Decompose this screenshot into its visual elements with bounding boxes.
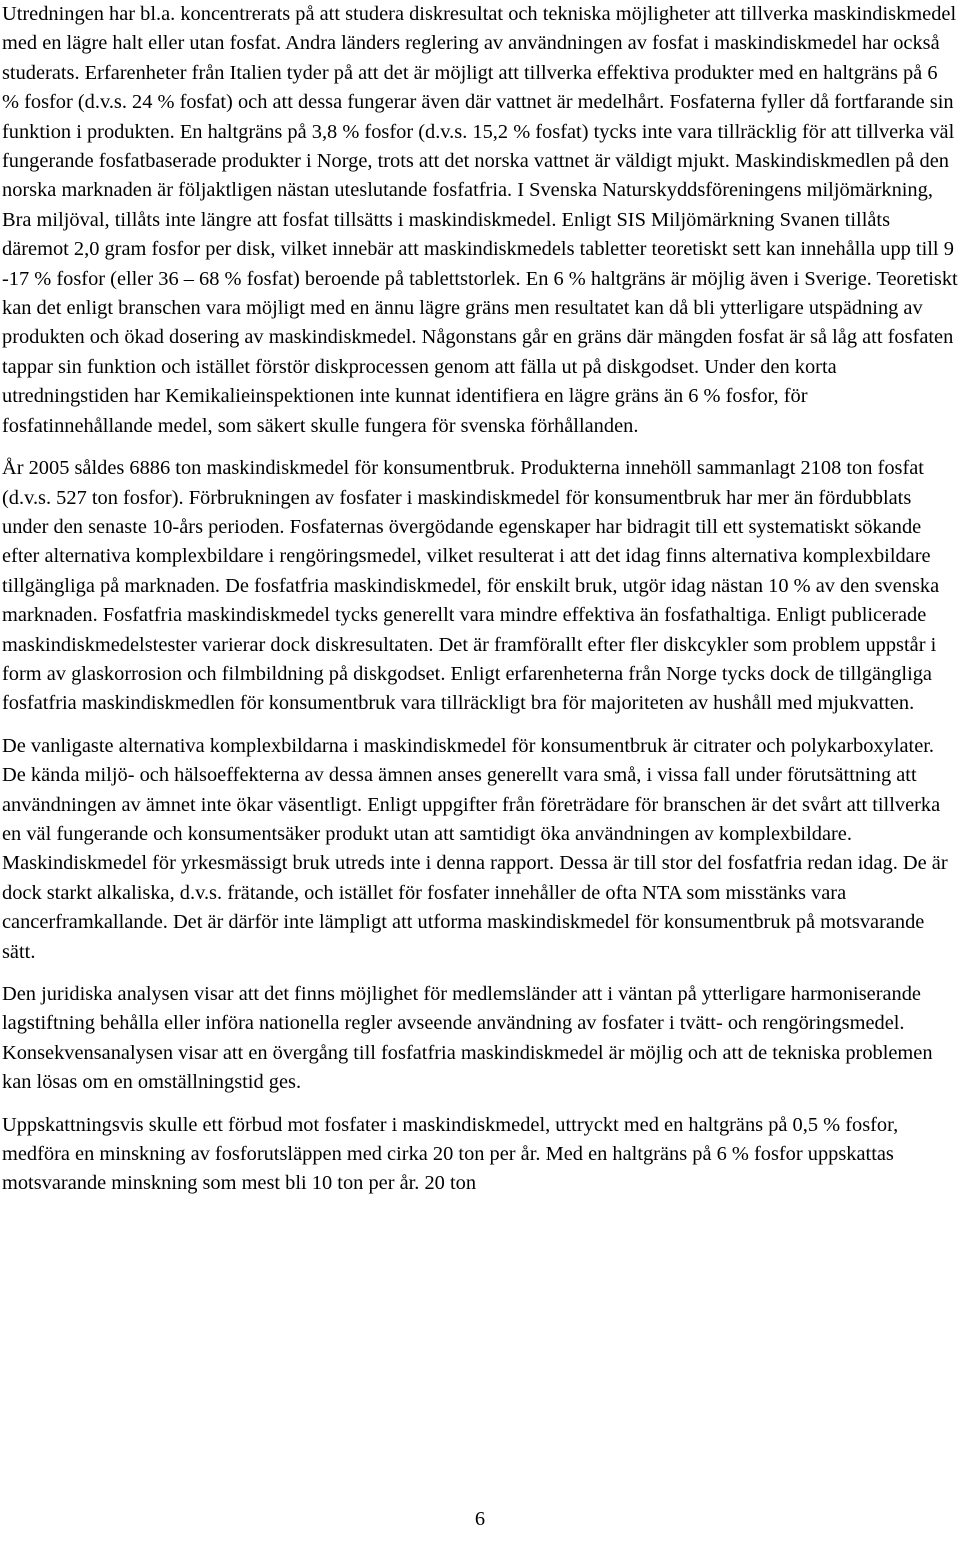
- paragraph-phosphate-limits: Utredningen har bl.a. koncentrerats på att studera diskresultat och tekniska möjligheter att tillverka maskindiskmedel med en lägre halt eller utan fosfat. Andra länders reglering av användningen av fosfat i maskindiskmedel har också studerats. Erfarenheter från Italien tyder på att det är möjligt att tillverka effektiva produkter med en haltgräns på 6 % fosfor (d.v.s. 24 % fosfat) och att dessa fungerar även där vattnet är medelhårt. Fosfaterna fyller då fortfarande sin funktion i produkten. En haltgräns på 3,8 % fosfor (d.v.s. 15,2 % fosfat) tycks inte vara tillräcklig för att tillverka väl fungerande fosfatbaserade produkter i Norge, trots att det norska vattnet är väldigt mjukt. Maskindiskmedlen på den norska marknaden är följaktligen nästan uteslutande fosfatfria. I Svenska Naturskyddsföreningens miljömärkning, Bra miljöval, tillåts inte längre att fosfat tillsätts i maskindiskmedel. Enligt SIS Miljömärkning Svanen tillåts däremot 2,0 gram fosfor per disk, vilket innebär att maskindiskmedels tabletter teoretiskt sett kan innehålla upp till 9 -17 % fosfor (eller 36 – 68 % fosfat) beroende på tablettstorlek. En 6 % haltgräns är möjlig även i Sverige. Teoretiskt kan det enligt branschen vara möjligt med en ännu lägre gräns men resultatet kan då bli ytterligare utspädning av produkten och ökad dosering av maskindiskmedel. Någonstans går en gräns där mängden fosfat är så låg att fosfaten tappar sin funktion och istället förstör diskprocessen genom att fälla ut på diskgodset. Under den korta utredningstiden har Kemikalieinspektionen inte kunnat identifiera en lägre gräns än 6 % fosfor, för fosfatinnehållande medel, som säkert skulle fungera för svenska förhållanden.: [2, 3, 958, 437]
- paragraph-consumption-2005: År 2005 såldes 6886 ton maskindiskmedel för konsumentbruk. Produkterna innehöll sammanlagt 2108 ton fosfat (d.v.s. 527 ton fosfor). Förbrukningen av fosfater i maskindiskmedel för konsumentbruk har mer än fördubblats under den senaste 10-års perioden. Fosfaternas övergödande egenskaper har bidragit till ett systematiskt sökande efter alternativa komplexbildare i rengöringsmedel, vilket resulterat i att det idag finns alternativa komplexbildare tillgängliga på marknaden. De fosfatfria maskindiskmedel, för enskilt bruk, utgör idag nästan 10 % av den svenska marknaden. Fosfatfria maskindiskmedel tycks generellt vara mindre effektiva än fosfathaltiga. Enligt publicerade maskindiskmedelstester varierar dock diskresultaten. Det är framförallt efter fler diskcykler som problem uppstår i form av glaskorrosion och filmbildning på diskgodset. Enligt erfarenheterna från Norge tycks dock de tillgängliga fosfatfria maskindiskmedlen för konsumentbruk vara tillräckligt bra för majoriteten av hushåll med mjukvatten.: [2, 457, 940, 715]
- paragraph-emission-estimate: Uppskattningsvis skulle ett förbud mot fosfater i maskindiskmedel, uttryckt med en haltgräns på 0,5 % fosfor, medföra en minskning av fosforutsläppen med cirka 20 ton per år. Med en haltgräns på 6 % fosfor uppskattas motsvarande minskning som mest bli 10 ton per år. 20 ton: [2, 1113, 899, 1195]
- paragraph-alternative-complexing-agents: De vanligaste alternativa komplexbildarna i maskindiskmedel för konsumentbruk är citrater och polykarboxylater. De kända miljö- och hälsoeffekterna av dessa ämnen anses generellt vara små, i vissa fall under förutsättning att användningen av ämnet inte ökar väsentligt. Enligt uppgifter från företrädare för branschen är det svårt att tillverka en väl fungerande och konsumentsäker produkt utan att samtidigt öka användningen av komplexbildare. Maskindiskmedel för yrkesmässigt bruk utreds inte i denna rapport. Dessa är till stor del fosfatfria redan idag. De är dock starkt alkaliska, d.v.s. frätande, och istället för fosfater innehåller de ofta NTA som misstänks vara cancerframkallande. Det är därför inte lämpligt att utforma maskindiskmedel för konsumentbruk på motsvarande sätt.: [2, 734, 948, 963]
- page-number: 6: [474, 1508, 486, 1530]
- paragraph-legal-analysis: Den juridiska analysen visar att det finns möjlighet för medlemsländer att i väntan på ytterligare harmoniserande lagstiftning behålla eller införa nationella regler avseende användning av fosfater i tvätt- och rengöringsmedel. Konsekvensanalysen visar att en övergång till fosfatfria maskindiskmedel är möjlig och att de tekniska problemen kan lösas om en omställningstid ges.: [2, 983, 933, 1094]
